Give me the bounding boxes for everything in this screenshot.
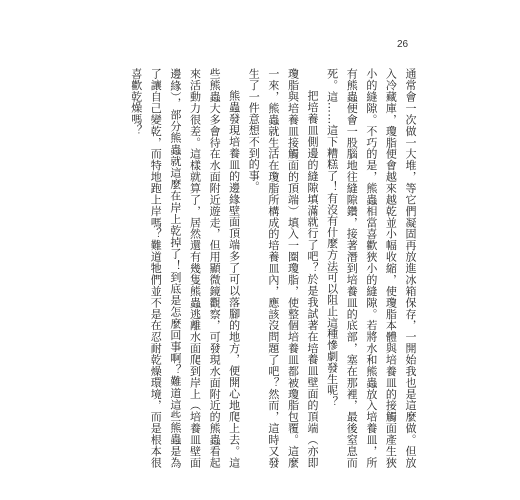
paragraph-2: 把培養皿側邊的縫隙填滿就行了吧？於是我試著在培養皿壁面的頂端（亦即瓊脂與培養皿接觸面的頂端）填入一圈瓊脂，使整個培養皿都被瓊脂包覆。這麼一來，熊蟲就生活在瓊脂所構成的培養皿內，應該沒問題了吧？然而，這時又發生了一件意想不到的事。 <box>247 68 320 468</box>
paragraph-1: 通常會一次做一大堆，等它們凝固再放進冰箱保存，一開始我也是這麼做。但放入冷藏庫，瓊脂便會越來越乾並小幅收縮，使瓊脂本體與培養皿的接觸面產生狹小的縫隙。不巧的是，熊蟲相當喜歡狹小的縫隙。若將水和熊蟲放入培養皿，所有熊蟲便會一股腦地往縫隙鑽，接著潛到培養皿的底部，塞在那裡，最後窒息而死。這……這下糟糕了！有沒有什麼方法可以阻止這種慘劇發生呢？ <box>325 68 417 468</box>
page-number: 26 <box>397 39 409 50</box>
paragraph-3: 熊蟲發現培養皿的邊緣壁面頂端多了可以落腳的地方，便開心地爬上去。這些熊蟲大多會待在水面附近遊走，但用顯微鏡觀察，可發現水面附近的熊蟲看起來活動力很差。這樣就算了，居然還有幾隻熊蟲逃離水面爬到岸上（培養皿壁面邊緣），部分熊蟲就這麼在岸上乾掉了！到底是怎麼回事啊？難道這些熊蟲是為了讓自己變乾，而特地跑上岸嗎？難道牠們並不是在忍耐乾燥環境，而是根本很喜歡乾燥嗎？ <box>129 68 241 468</box>
vertical-text-body <box>126 68 420 468</box>
